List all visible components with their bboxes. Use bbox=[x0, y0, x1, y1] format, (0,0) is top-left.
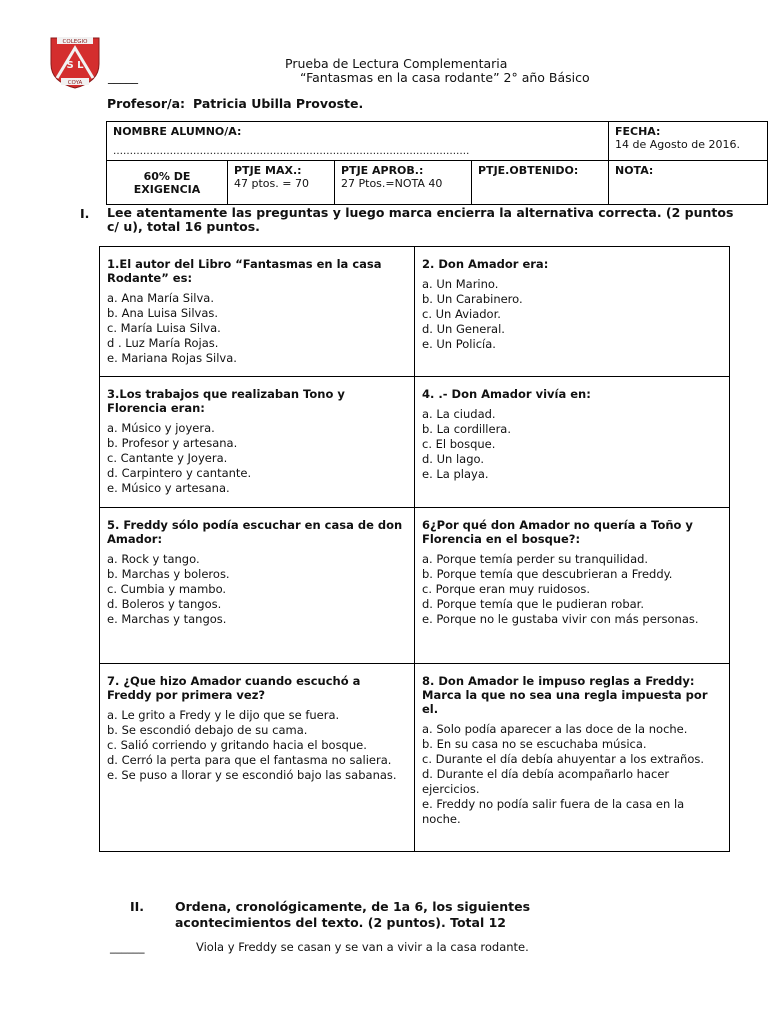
answer-option[interactable]: e. Un Policía. bbox=[422, 337, 496, 351]
teacher-label: Profesor/a: bbox=[107, 96, 186, 111]
question-7 bbox=[100, 664, 415, 852]
grade-label: NOTA: bbox=[615, 164, 654, 177]
answer-option[interactable]: a. Porque temía perder su tranquilidad. bbox=[422, 552, 649, 566]
date-value: 14 de Agosto de 2016. bbox=[615, 138, 740, 151]
section-2-number: II. bbox=[130, 899, 145, 914]
answer-option[interactable]: e. Freddy no podía salir fuera de la casa en la noche. bbox=[422, 797, 685, 826]
answer-option[interactable]: d . Luz María Rojas. bbox=[107, 336, 219, 350]
answer-option[interactable]: c. Durante el día debía ahuyentar a los extraños. bbox=[422, 752, 705, 766]
obtained-score-label: PTJE.OBTENIDO: bbox=[478, 164, 579, 177]
answer-option[interactable]: c. El bosque. bbox=[422, 437, 496, 451]
answer-option[interactable]: d. Un General. bbox=[422, 322, 505, 336]
section-1-number: I. bbox=[80, 206, 90, 221]
document-subtitle: “Fantasmas en la casa rodante” 2° año Básico bbox=[300, 70, 590, 85]
date-label: FECHA: bbox=[615, 125, 661, 138]
answer-option[interactable]: a. Músico y joyera. bbox=[107, 421, 215, 435]
section-2-text: Ordena, cronológicamente, de 1a 6, los siguientes acontecimientos del texto. (2 puntos). Total 12 bbox=[175, 899, 531, 930]
question-6-title: 6¿Por qué don Amador no quería a Toño y Florencia en el bosque?: bbox=[422, 518, 693, 546]
answer-option[interactable]: b. Profesor y artesana. bbox=[107, 436, 238, 450]
logo-initials: S L bbox=[66, 60, 84, 71]
question-7-title: 7. ¿Que hizo Amador cuando escuchó a Freddy por primera vez? bbox=[107, 674, 361, 702]
answer-option[interactable]: c. Porque eran muy ruidosos. bbox=[422, 582, 591, 596]
answer-option[interactable]: d. Cerró la perta para que el fantasma no saliera. bbox=[107, 753, 392, 767]
answer-option[interactable]: d. Carpintero y cantante. bbox=[107, 466, 252, 480]
answer-option[interactable]: e. Músico y artesana. bbox=[107, 481, 230, 495]
questions-table bbox=[99, 246, 730, 852]
student-info-table bbox=[106, 121, 768, 205]
question-8 bbox=[415, 664, 730, 852]
answer-option[interactable]: a. Ana María Silva. bbox=[107, 291, 215, 305]
max-score-cell bbox=[228, 161, 335, 205]
answer-option[interactable]: b. Ana Luisa Silvas. bbox=[107, 306, 219, 320]
question-8-title: 8. Don Amador le impuso reglas a Freddy: Marca la que no sea una regla impuesta por el. bbox=[422, 674, 708, 716]
logo-top-text: COLEGIO bbox=[62, 39, 88, 45]
aprob-score-value: 27 Ptos.=NOTA 40 bbox=[341, 177, 443, 190]
question-6 bbox=[415, 508, 730, 664]
answer-option[interactable]: c. María Luisa Silva. bbox=[107, 321, 221, 335]
max-score-label: PTJE MAX.: bbox=[234, 164, 302, 177]
grade-cell[interactable] bbox=[609, 161, 768, 205]
answer-option[interactable]: e. Se puso a llorar y se escondió bajo las sabanas. bbox=[107, 768, 397, 782]
answer-option[interactable]: e. Mariana Rojas Silva. bbox=[107, 351, 237, 365]
answer-option[interactable]: e. Marchas y tangos. bbox=[107, 612, 227, 626]
answer-option[interactable]: d. Durante el día debía acompañarlo hacer ejercicios. bbox=[422, 767, 670, 796]
answer-option[interactable]: c. Cantante y Joyera. bbox=[107, 451, 228, 465]
teacher-name: Patricia Ubilla Provoste. bbox=[193, 96, 364, 111]
answer-option[interactable]: a. Solo podía aparecer a las doce de la noche. bbox=[422, 722, 688, 736]
answer-option[interactable]: b. La cordillera. bbox=[422, 422, 511, 436]
answer-option[interactable]: c. Cumbia y mambo. bbox=[107, 582, 227, 596]
document-title: Prueba de Lectura Complementaria bbox=[285, 56, 508, 71]
obtained-score-cell[interactable] bbox=[472, 161, 609, 205]
student-name-cell[interactable] bbox=[107, 122, 609, 161]
exigencia-cell: 60% DE EXIGENCIA bbox=[107, 161, 228, 205]
logo-bottom-text: COYA bbox=[67, 80, 83, 86]
answer-option[interactable]: e. La playa. bbox=[422, 467, 489, 481]
answer-option[interactable]: a. Un Marino. bbox=[422, 277, 499, 291]
question-5-title: 5. Freddy sólo podía escuchar en casa de don Amador: bbox=[107, 518, 403, 546]
answer-option[interactable]: a. La ciudad. bbox=[422, 407, 496, 421]
answer-option[interactable]: c. Un Aviador. bbox=[422, 307, 501, 321]
answer-option[interactable]: b. Porque temía que descubrieran a Freddy. bbox=[422, 567, 673, 581]
aprob-score-label: PTJE APROB.: bbox=[341, 164, 424, 177]
answer-option[interactable]: a. Le grito a Fredy y le dijo que se fuera. bbox=[107, 708, 340, 722]
question-5 bbox=[100, 508, 415, 664]
student-name-dots: ……………………………………………..……………………………………………… bbox=[113, 146, 470, 157]
question-3-title: 3.Los trabajos que realizaban Tono y Florencia eran: bbox=[107, 387, 345, 415]
answer-option[interactable]: a. Rock y tango. bbox=[107, 552, 200, 566]
student-name-label: NOMBRE ALUMNO/A: bbox=[113, 125, 242, 138]
answer-option[interactable]: c. Salió corriendo y gritando hacia el bosque. bbox=[107, 738, 367, 752]
date-cell bbox=[609, 122, 768, 161]
answer-option[interactable]: b. Se escondió debajo de su cama. bbox=[107, 723, 308, 737]
question-3 bbox=[100, 377, 415, 508]
section-1-text: Lee atentamente las preguntas y luego marca encierra la alternativa correcta. (2 puntos c/ u), total 16 puntos. bbox=[107, 205, 734, 234]
answer-option[interactable]: b. En su casa no se escuchaba música. bbox=[422, 737, 647, 751]
answer-option[interactable]: d. Porque temía que le pudieran robar. bbox=[422, 597, 645, 611]
header-blank-line: _____ bbox=[108, 70, 138, 84]
answer-option[interactable]: e. Porque no le gustaba vivir con más personas. bbox=[422, 612, 699, 626]
question-1 bbox=[100, 247, 415, 377]
event-text: Viola y Freddy se casan y se van a vivir a la casa rodante. bbox=[196, 940, 529, 954]
answer-option[interactable]: d. Un lago. bbox=[422, 452, 485, 466]
question-2 bbox=[415, 247, 730, 377]
aprob-score-cell bbox=[335, 161, 472, 205]
answer-option[interactable]: b. Un Carabinero. bbox=[422, 292, 523, 306]
max-score-value: 47 ptos. = 70 bbox=[234, 177, 309, 190]
question-2-title: 2. Don Amador era: bbox=[422, 257, 549, 271]
event-order-blank[interactable]: ______ bbox=[110, 940, 145, 954]
school-logo-icon bbox=[47, 34, 103, 90]
answer-option[interactable]: b. Marchas y boleros. bbox=[107, 567, 230, 581]
question-1-title: 1.El autor del Libro “Fantasmas en la casa Rodante” es: bbox=[107, 257, 382, 285]
teacher-line bbox=[107, 96, 363, 111]
answer-option[interactable]: d. Boleros y tangos. bbox=[107, 597, 222, 611]
question-4 bbox=[415, 377, 730, 508]
question-4-title: 4. .- Don Amador vivía en: bbox=[422, 387, 591, 401]
